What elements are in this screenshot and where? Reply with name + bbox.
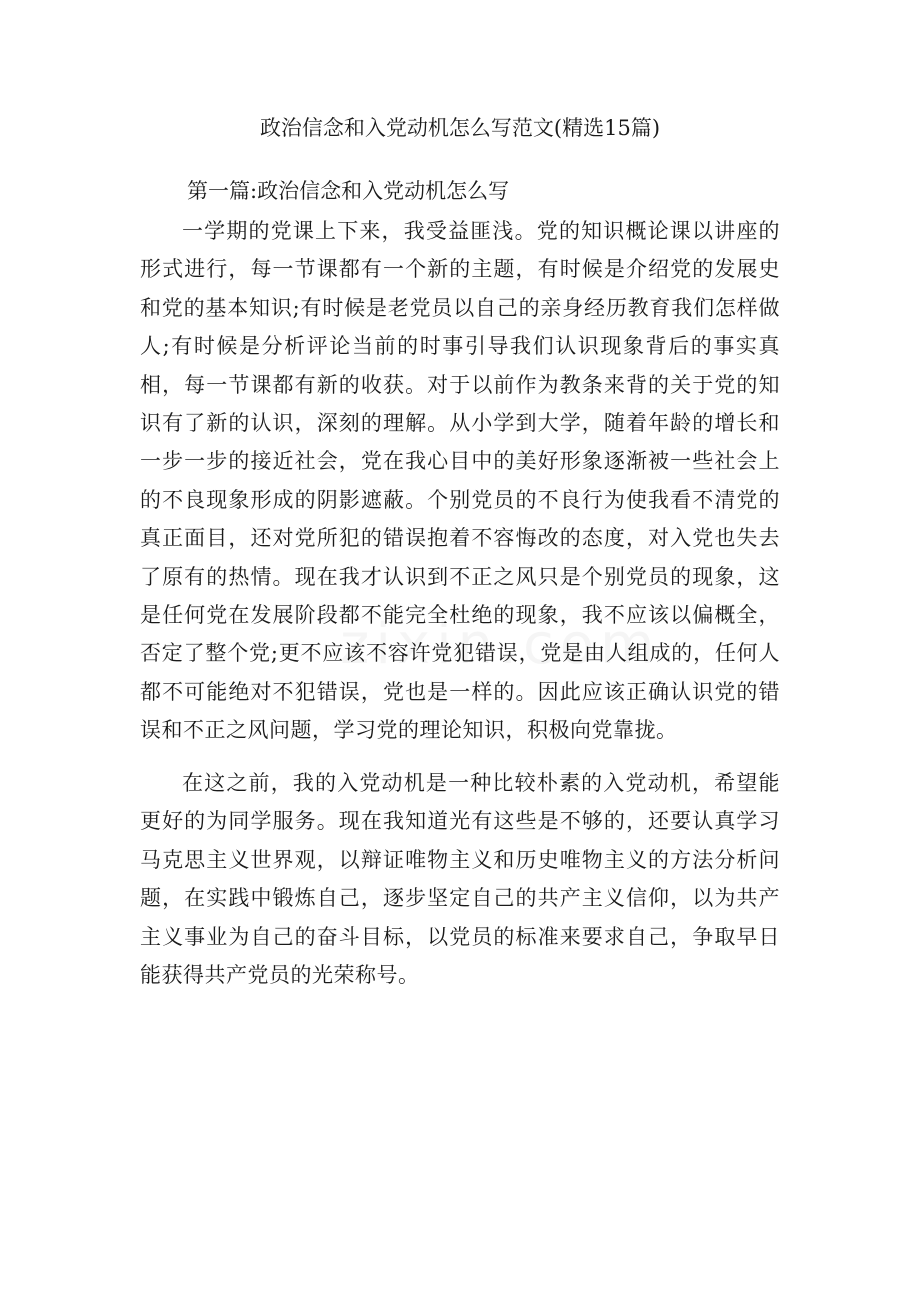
body-paragraph: 一学期的党课上下来，我受益匪浅。党的知识概论课以讲座的形式进行，每一节课都有一个新的主题，有时候是介绍党的发展史和党的基本知识;有时候是老党员以自己的亲身经历教育我们怎样做人;有时候是分析评论当前的时事引导我们认识现象背后的事实真相，每一节课都有新的收获。对于以前作为教条来背的关于党的知识有了新的认识，深刻的理解。从小学到大学，随着年龄的增长和一步一步的接近社会，党在我心目中的美好形象逐渐被一些社会上的不良现象形成的阴影遮蔽。个别党员的不良行为使我看不清党的真正面目，还对党所犯的错误抱着不容悔改的态度，对入党也失去了原有的热情。现在我才认识到不正之风只是个别党员的现象，这是任何党在发展阶段都不能完全杜绝的现象，我不应该以偏概全，否定了整个党;更不应该不容许党犯错误，党是由人组成的，任何人都不可能绝对不犯错误，党也是一样的。因此应该正确认识党的错误和不正之风问题，学习党的理论知识，积极向党靠拢。 <box>140 219 780 743</box>
document-title: 政治信念和入党动机怎么写范文(精选15篇) <box>259 116 661 140</box>
body-paragraph: 在这之前，我的入党动机是一种比较朴素的入党动机，希望能更好的为同学服务。现在我知道光有这些是不够的，还要认真学习马克思主义世界观，以辩证唯物主义和历史唯物主义的方法分析问题，在实践中锻炼自己，逐步坚定自己的共产主义信仰，以为共产主义事业为自己的奋斗目标，以党员的标准来要求自己，争取早日能获得共产党员的光荣称号。 <box>140 771 780 988</box>
section-heading: 第一篇:政治信念和入党动机怎么写 <box>187 179 510 203</box>
